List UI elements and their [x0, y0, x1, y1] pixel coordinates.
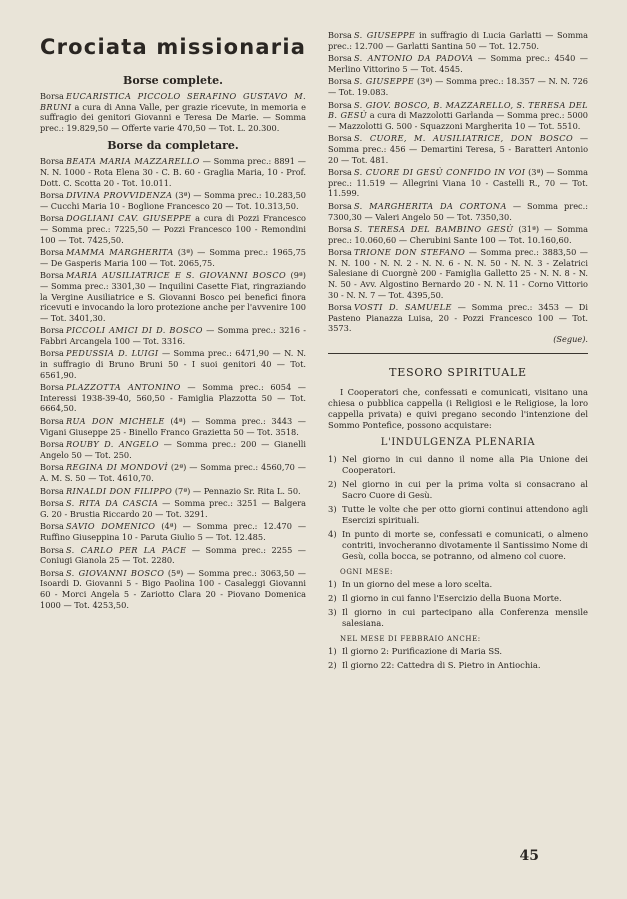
scholarship-entry [328, 30, 588, 51]
scholarship-entry [40, 416, 306, 437]
scholarship-entry [328, 100, 588, 132]
entry-text: (3ª) — Somma prec.: 10.283,50 — Cucchi Maria 10 - Boglione Francesco 20 — Tot. 10.313,50. [40, 190, 307, 211]
entry-name: S. TERESA DEL BAMBINO GESÙ [353, 224, 514, 235]
entry-text: a cura di Pozzi Francesco — Somma prec.: 7225,50 — Pozzi Francesco 100 - Remondini 100 — Tot. 7425,50. [40, 213, 306, 245]
treasure-intro: I Cooperatori che, confessati e comunicati, visitano una chiesa o pubblica cappella (i Religiosi e le Religiose, la loro cappella privata) e quivi pregano secondo l'intenzione del Sommo Pontefice, possono acquistare: [328, 386, 588, 430]
entry-label: Borsa [40, 213, 64, 224]
entry-name: PICCOLI AMICI DI D. BOSCO [65, 325, 203, 336]
entry-label: Borsa [328, 53, 352, 64]
left-column [40, 30, 306, 612]
scholarship-entry [40, 247, 306, 268]
treasure-title: TESORO SPIRITUALE [389, 365, 527, 379]
scholarship-entry [40, 545, 306, 566]
entry-name: S. RITA DA CASCIA [65, 498, 159, 509]
entry-name: EUCARISTICA PICCOLO SERAFINO GUSTAVO M. BRUNI [40, 91, 306, 112]
entry-text: — Somma prec.: 3216 - Fabbri Arcangela 100 — Tot. 3316. [40, 325, 306, 346]
entry-text: a cura di Anna Valle, per grazie ricevute, in memoria e suffragio dei genitori Giovanni e Teresa De Marie. — Somma prec.: 19.829,50 — Offerte varie 470,50 — Tot. L. 20.300. [40, 101, 307, 133]
entry-text: — Somma prec.: 200 — Gianelli Angelo 50 — Tot. 250. [40, 439, 306, 460]
entry-name: S. MARGHERITA DA CORTONA [353, 200, 507, 211]
entry-label: Borsa [328, 30, 352, 40]
section-divider [328, 353, 588, 354]
scholarship-entry [40, 439, 306, 460]
scholarship-entry [40, 521, 306, 542]
item-text: Nel giorno in cui danno il nome alla Pia Unione dei Cooperatori. [342, 453, 588, 475]
scholarship-entry [40, 568, 306, 610]
scholarship-entry [40, 325, 306, 346]
scholarship-entry [40, 462, 306, 483]
entry-text: — Somma prec.: 8891 — N. N. 1000 - Rota Elena 30 - C. B. 60 - Graglia Maria, 10 - Prof. Dott. C. Scotta 20 - Tot. 10.011. [40, 156, 306, 188]
continued-note: (Segue). [553, 334, 588, 345]
entry-text: (3ª) — Somma prec.: 18.357 — N. N. 726 — Tot. 19.083. [328, 76, 588, 97]
scholarship-entry [40, 486, 306, 497]
monthly-item [328, 593, 588, 604]
indulgence-list [328, 454, 588, 562]
february-item [328, 646, 588, 657]
scholarship-entry [40, 190, 306, 211]
entry-label: Borsa [328, 76, 352, 87]
february-item [328, 660, 588, 671]
entry-name: S. GIUSEPPE [353, 30, 416, 40]
scholarship-entry [328, 247, 588, 300]
entry-name: ROUBY D. ANGELO [65, 439, 159, 450]
entry-name: S. GIUSEPPE [353, 76, 415, 87]
entry-text: (3ª) — Somma prec.: 1965,75 — De Gasperis Maria 100 — Tot. 2065,75. [40, 247, 307, 268]
item-text: In punto di morte se, confessati e comunicati, o almeno contriti, invocheranno divotamente il Santissimo Nome di Gesù, colla bocca, se potranno, od almeno col cuore. [342, 528, 588, 561]
indulgence-item [328, 504, 588, 526]
entry-text: (4ª) — Somma prec.: 3443 — Vigani Giuseppe 25 - Binello Franco Grazietta 50 — Tot. 3518. [40, 416, 306, 437]
entry-name: REGINA DI MONDOVÌ [65, 462, 168, 473]
item-text: Nel giorno in cui per la prima volta si consacrano al Sacro Cuore di Gesù. [342, 478, 588, 500]
entry-name: S. GIOVANNI BOSCO [65, 567, 165, 578]
scholarship-entry [328, 133, 588, 165]
entry-name: TRIONE DON STEFANO [353, 247, 466, 258]
scholarship-entry [40, 382, 306, 414]
monthly-item [328, 607, 588, 629]
entry-text: — Somma prec.: 6471,90 — N. N. in suffragio di Bruno Bruni 50 - I suoi genitori 40 — Tot. 6561,90. [40, 348, 306, 380]
item-number: 3) [328, 503, 337, 514]
entry-label: Borsa [40, 439, 64, 450]
entry-label: Borsa [328, 302, 352, 313]
item-number: 4) [328, 528, 337, 539]
indulgence-title: L'INDULGENZA PLENARIA [380, 436, 536, 448]
entry-label: Borsa [40, 348, 64, 359]
entry-name: S. GIOV. BOSCO, B. MAZZARELLO, S. TERESA DEL B. GESÙ [328, 99, 588, 121]
scholarship-entry [40, 498, 306, 519]
item-text: Il giorno in cui fanno l'Esercizio della Buona Morte. [342, 592, 562, 603]
entry-name: SAVIO DOMENICO [65, 521, 156, 532]
page-number: 45 [519, 848, 539, 864]
entry-text: (3ª) — Somma prec.: 11.519 — Allegrini Viana 10 - Castelli R., 70 — Tot. 11.599. [328, 167, 589, 199]
entry-name: PLAZZOTTA ANTONINO [65, 382, 181, 393]
entry-text: — Somma prec.: 6054 — Interessi 1938-39-40, 560,50 - Famiglia Plazzotta 50 — Tot. 6664,50. [40, 382, 306, 414]
scholarship-entry [40, 270, 306, 323]
item-number: 2) [328, 659, 337, 670]
completed-heading: Borse complete. [123, 74, 223, 87]
entry-name: DOGLIANI CAV. GIUSEPPE [65, 213, 192, 224]
right-column [328, 30, 588, 674]
entry-label: Borsa [40, 382, 64, 393]
entry-text: (4ª) — Somma prec.: 12.470 — Ruffino Giuseppina 10 - Paruta Giulio 5 — Tot. 12.485. [40, 521, 307, 542]
entry-text: (2ª) — Somma prec.: 4560,70 — A. M. S. 50 — Tot. 4610,70. [40, 462, 306, 483]
entry-label: Borsa [40, 325, 64, 336]
item-number: 1) [328, 578, 337, 589]
entry-label: Borsa [40, 247, 64, 258]
entry-name: RUA DON MICHELE [65, 416, 165, 427]
entry-text: — Somma prec.: 4540 — Merlino Vittorino 5 — Tot. 4545. [328, 53, 588, 74]
item-number: 1) [328, 453, 337, 464]
item-text: Tutte le volte che per otto giorni continui attendono agli Esercizi spirituali. [342, 503, 588, 525]
scholarship-entry [328, 302, 588, 344]
february-label: NEL MESE DI FEBBRAIO ANCHE: [340, 634, 481, 643]
item-number: 1) [328, 645, 337, 656]
scholarship-entry [328, 167, 588, 199]
entry-name: BEATA MARIA MAZZARELLO [65, 156, 200, 167]
item-text: Il giorno 22: Cattedra di S. Pietro in Antiochia. [342, 659, 541, 670]
entry-text: (31ª) — Somma prec.: 10.060,60 — Cherubini Sante 100 — Tot. 10.160,60. [328, 224, 588, 245]
entry-label: Borsa [40, 91, 64, 101]
entry-name: S. CUORE DI GESÙ CONFIDO IN VOI [353, 167, 526, 178]
monthly-label: OGNI MESE: [340, 567, 393, 576]
entry-label: Borsa [40, 567, 64, 578]
tocomplete-list-continued [328, 30, 588, 345]
item-number: 2) [328, 592, 337, 603]
entry-label: Borsa [328, 133, 352, 144]
entry-text: — Somma prec.: 3453 — Di Pasteno Pianazza Luisa, 20 - Pozzi Francesco 100 — Tot. 3573. [328, 302, 588, 334]
entry-label: Borsa [40, 270, 64, 281]
indulgence-item [328, 454, 588, 476]
tocomplete-list [40, 156, 306, 610]
entry-label: Borsa [40, 190, 64, 201]
entry-label: Borsa [328, 167, 352, 178]
entry-label: Borsa [40, 521, 64, 532]
entry-text: (5ª) — Somma prec.: 3063,50 — Isoardi D. Giovanni 5 - Bigo Paolina 100 - Casaleggi Giovanni 60 - Morci Angela 5 - Zariotto Clara 20 - Piovano Domenica 1000 — Tot. 4253,50. [40, 567, 306, 610]
entry-name: S. ANTONIO DA PADOVA [353, 53, 474, 64]
entry-text: a cura di Mazzolotti Garlanda — Somma prec.: 5000 — Mazzolotti G. 500 - Squazzoni Margherita 10 — Tot. 5510. [328, 110, 588, 131]
scholarship-entry [328, 53, 588, 74]
february-list [328, 646, 588, 671]
entry-label: Borsa [328, 247, 352, 258]
entry-label: Borsa [40, 156, 64, 167]
monthly-list [328, 579, 588, 629]
entry-label: Borsa [40, 485, 64, 496]
scholarship-entry [40, 91, 306, 133]
entry-text: — Somma prec.: 2255 — Coniugi Gianola 25 — Tot. 2280. [40, 544, 306, 566]
item-text: Il giorno in cui partecipano alla Conferenza mensile salesiana. [342, 606, 588, 628]
scholarship-entry [40, 156, 306, 188]
entry-label: Borsa [40, 544, 64, 555]
entry-text: — Somma prec.: 3883,50 — N. N. 100 - N. N. 2 - N. N. 6 - N. N. 50 - N. N. 3 - Zelatrici Salesiane di Cuorgnè 200 - Famiglia Galletto 25 - N. N. 8 - N. N. 50 - Avv. Algostino Bernardo 20 - N. N. 11 - Corno Vittorio 30 - N. N. 7 — Tot. 4395,50. [328, 247, 588, 300]
entry-label: Borsa [40, 498, 64, 509]
scholarship-entry [328, 201, 588, 222]
entry-name: DIVINA PROVVIDENZA [65, 190, 173, 201]
entry-name: MAMMA MARGHERITA [65, 247, 174, 258]
entry-label: Borsa [40, 462, 64, 473]
entry-label: Borsa [40, 416, 64, 427]
entry-text: — Somma prec.: 456 — Demartini Teresa, 5 - Baratteri Antonio 20 — Tot. 481. [328, 133, 589, 165]
scholarship-entry [40, 213, 306, 245]
entry-name: PEDUSSIA D. LUIGI [65, 348, 159, 359]
monthly-item [328, 579, 588, 590]
entry-text: in suffragio di Lucia Garlatti — Somma prec.: 12.700 — Garlatti Santina 50 — Tot. 12.750. [328, 30, 588, 51]
page-title: Crociata missionaria [40, 35, 307, 59]
entry-name: S. CARLO PER LA PACE [65, 544, 187, 555]
entry-name: MARIA AUSILIATRICE E S. GIOVANNI BOSCO [65, 270, 287, 281]
entry-label: Borsa [328, 99, 352, 110]
indulgence-item [328, 529, 588, 562]
entry-text: (7ª) — Pennazio Sr. Rita L. 50. [174, 485, 301, 496]
entry-text: (9ª) — Somma prec.: 3301,30 — Inquilini Casette Fiat, ringraziando la Vergine Ausiliatrice e S. Giovanni Bosco pei benefici finora ricevuti e invocando la loro protezione anche per l'avvenire 100 — Tot. 3401,30. [40, 270, 306, 323]
scholarship-entry [328, 224, 588, 245]
scholarship-entry [40, 348, 306, 380]
entry-text: — Somma prec.: 3251 — Balgera G. 20 - Brustia Riccardo 20 — Tot. 3291. [40, 498, 306, 519]
tocomplete-heading: Borse da completare. [107, 139, 239, 153]
scholarship-entry [328, 76, 588, 97]
entry-name: VOSTI D. SAMUELE [353, 302, 452, 313]
indulgence-item [328, 479, 588, 501]
item-number: 3) [328, 606, 337, 617]
entry-text: — Somma prec.: 7300,30 — Valeri Angelo 50 — Tot. 7350,30. [328, 200, 588, 222]
entry-name: RINALDI DON FILIPPO [65, 485, 173, 496]
entry-name: S. CUORE, M. AUSILIATRICE, DON BOSCO [353, 133, 574, 144]
entry-label: Borsa [328, 224, 352, 235]
item-text: In un giorno del mese a loro scelta. [342, 578, 493, 589]
completed-list [40, 91, 306, 133]
item-text: Il giorno 2: Purificazione di Maria SS. [342, 645, 503, 656]
entry-label: Borsa [328, 200, 352, 211]
item-number: 2) [328, 478, 337, 489]
